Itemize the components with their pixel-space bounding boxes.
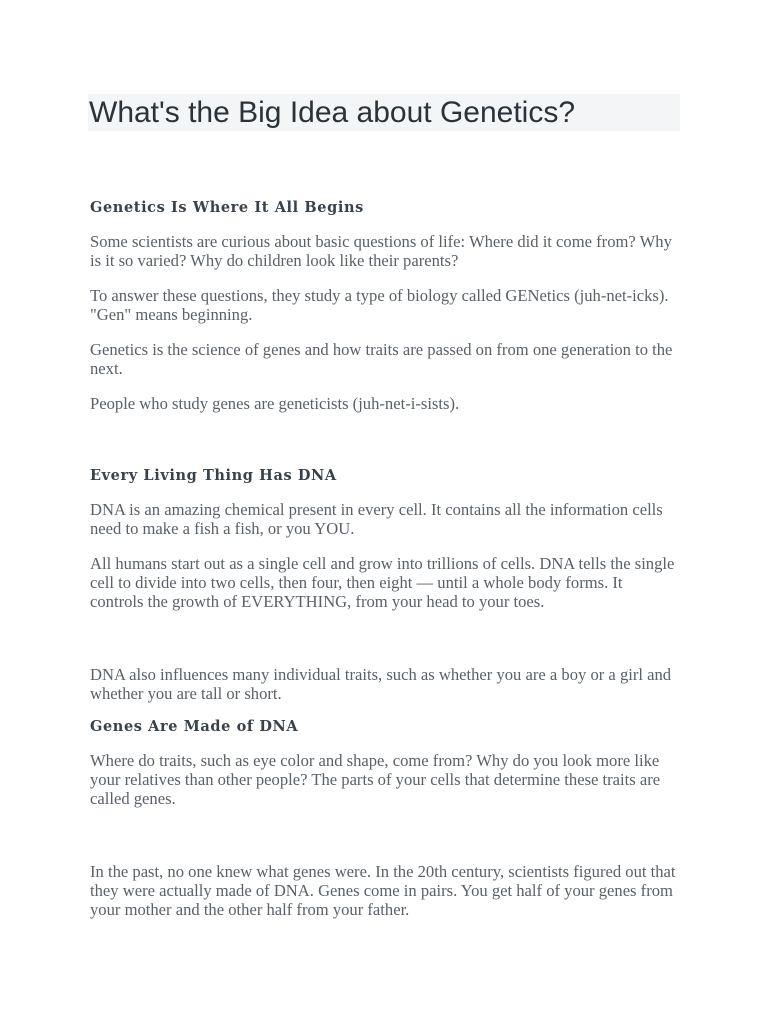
title-bar [88, 94, 680, 131]
paragraph-basic-questions: Some scientists are curious about basic questions of life: Where did it come from? Why is it so varied? Why do children look like their parents? [90, 232, 672, 270]
section-heading-genes-made-of-dna: Genes Are Made of DNA [90, 718, 299, 735]
paragraph-science-of-genes: Genetics is the science of genes and how traits are passed on from one generation to the next. [90, 340, 673, 378]
paragraph-genes-history: In the past, no one knew what genes were. In the 20th century, scientists figured out that they were actually made of DNA. Genes come in pairs. You get half of your genes from your mother and the other half from your father. [90, 862, 676, 919]
section-heading-genetics-begins: Genetics Is Where It All Begins [90, 199, 364, 216]
paragraph-geneticists: People who study genes are geneticists (juh-net-i-sists). [90, 394, 460, 413]
paragraph-traits-origin: Where do traits, such as eye color and shape, come from? Why do you look more like your relatives than other people? The parts of your cells that determine these traits are called genes. [90, 751, 661, 808]
document-page [90, 94, 680, 919]
paragraph-single-cell: All humans start out as a single cell and grow into trillions of cells. DNA tells the single cell to divide into two cells, then four, then eight — until a whole body forms. It controls the growth of EVERYTHING, from your head to your toes. [90, 554, 675, 611]
section-heading-living-thing-dna: Every Living Thing Has DNA [90, 467, 337, 484]
paragraph-dna-chemical: DNA is an amazing chemical present in every cell. It contains all the information cells need to make a fish a fish, or you YOU. [90, 500, 663, 538]
paragraph-individual-traits: DNA also influences many individual traits, such as whether you are a boy or a girl and whether you are tall or short. [90, 665, 672, 703]
page-title: What's the Big Idea about Genetics? [89, 96, 576, 129]
paragraph-genetics-definition: To answer these questions, they study a type of biology called GENetics (juh-net-icks). "Gen" means beginning. [90, 286, 669, 324]
